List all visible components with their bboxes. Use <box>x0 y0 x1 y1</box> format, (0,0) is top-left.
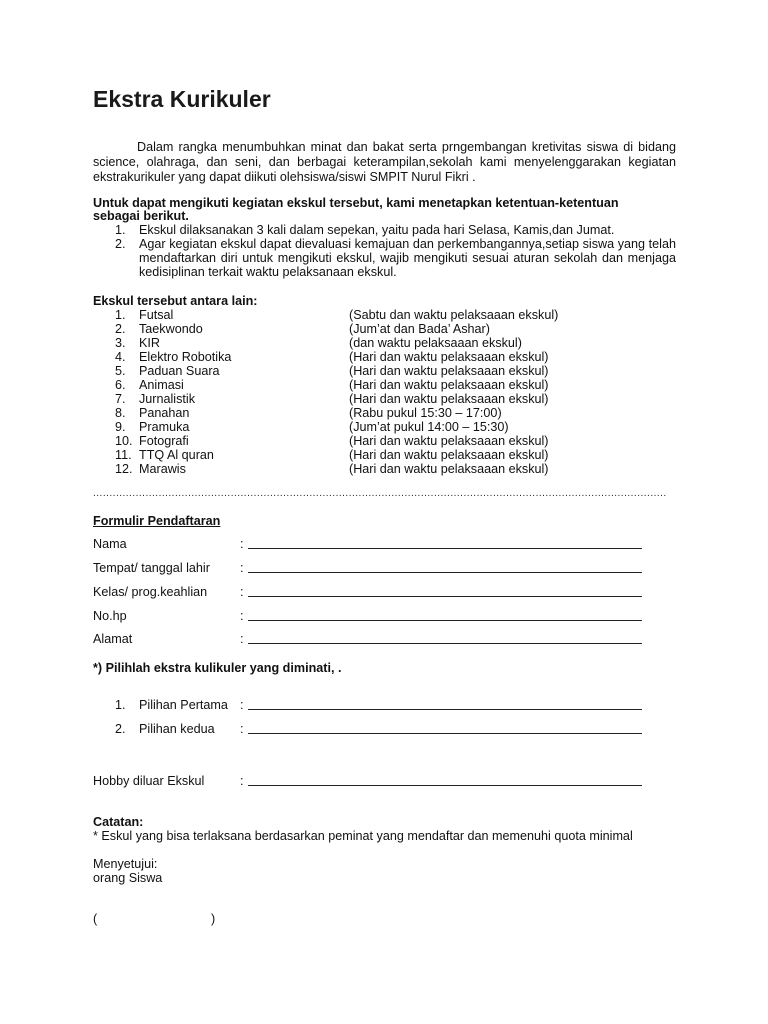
form-row-alamat <box>0 631 768 647</box>
notes-text: * Eskul yang bisa terlaksana berdasarkan peminat yang mendaftar dan memenuhi quota minimal <box>93 829 633 843</box>
form-row-nohp <box>0 608 768 624</box>
field-colon: : <box>240 722 244 736</box>
hobby-input-line[interactable] <box>248 785 642 786</box>
signature-close-paren: ) <box>211 912 216 926</box>
ekskul-number: 5. <box>115 364 126 378</box>
ekskul-name: Panahan <box>139 406 190 420</box>
field-label: No.hp <box>93 609 127 623</box>
ekskul-number: 3. <box>115 336 126 350</box>
ekskul-number: 10. <box>115 434 133 448</box>
rule-number: 1. <box>115 223 126 237</box>
approval-label: Menyetujui: <box>93 857 158 871</box>
field-label: Hobby diluar Ekskul <box>93 774 205 788</box>
ekskul-number: 8. <box>115 406 126 420</box>
ekskul-schedule: (Rabu pukul 15:30 – 17:00) <box>349 406 502 420</box>
pilihan-pertama-input-line[interactable] <box>248 709 642 710</box>
rule-number: 2. <box>115 237 126 251</box>
ekskul-name: Fotografi <box>139 434 189 448</box>
ekskul-number: 7. <box>115 392 126 406</box>
ekskul-number: 12. <box>115 462 133 476</box>
ekskul-schedule: (Jum’at pukul 14:00 – 15:30) <box>349 420 509 434</box>
ekskul-name: Jurnalistik <box>139 392 195 406</box>
choice-row-2 <box>0 721 768 737</box>
field-colon: : <box>240 698 244 712</box>
ekskul-schedule: (Hari dan waktu pelaksaaan ekskul) <box>349 350 549 364</box>
ekskul-item <box>0 322 768 336</box>
ekskul-schedule: (Hari dan waktu pelaksaaan ekskul) <box>349 434 549 448</box>
ekskul-name: Animasi <box>139 378 184 392</box>
intro-paragraph: Dalam rangka menumbuhkan minat dan bakat serta prngembangan kretivitas siswa di bidang science, olahraga, dan seni, dan berbagai keterampilan,sekolah kami menyelenggarakan kegiatan ekstrakurikuler yang dapat diikuti olehsiswa/siswi SMPIT Nurul Fikri . <box>93 140 676 184</box>
ekskul-number: 4. <box>115 350 126 364</box>
ekskul-name: Elektro Robotika <box>139 350 232 364</box>
tempat-tanggal-lahir-input-line[interactable] <box>248 572 642 573</box>
ekskul-number: 2. <box>115 322 126 336</box>
ekskul-schedule: (Hari dan waktu pelaksaaan ekskul) <box>349 364 549 378</box>
ekskul-name: Paduan Suara <box>139 364 220 378</box>
form-row-nama <box>0 536 768 552</box>
choice-prompt: *) Pilihlah ekstra kulikuler yang diminati, . <box>93 661 342 675</box>
ekskul-number: 9. <box>115 420 126 434</box>
ekskul-item <box>0 462 768 476</box>
choice-row-1 <box>0 697 768 713</box>
nohp-input-line[interactable] <box>248 620 642 621</box>
field-colon: : <box>240 632 244 646</box>
field-label: Nama <box>93 537 127 551</box>
ekskul-schedule: (Hari dan waktu pelaksaaan ekskul) <box>349 462 549 476</box>
field-colon: : <box>240 774 244 788</box>
form-row-hobby <box>0 773 768 789</box>
field-colon: : <box>240 561 244 575</box>
ekskul-item <box>0 378 768 392</box>
ekskul-item <box>0 350 768 364</box>
ekskul-item <box>0 434 768 448</box>
ekskul-name: Marawis <box>139 462 186 476</box>
rule-text: Agar kegiatan ekskul dapat dievaluasi kemajuan dan perkembangannya,setiap siswa yang telah mendaftarkan diri untuk mengikuti ekskul, wajib mengikuti sesuai aturan sekolah dan menjaga kedisiplinan terkait waktu pelaksanaan ekskul. <box>139 237 676 279</box>
field-label: Tempat/ tanggal lahir <box>93 561 210 575</box>
ekskul-number: 6. <box>115 378 126 392</box>
ekskul-item <box>0 448 768 462</box>
ekskul-item <box>0 420 768 434</box>
ekskul-item <box>0 364 768 378</box>
ekskul-heading: Ekskul tersebut antara lain: <box>93 294 258 308</box>
choice-number: 1. <box>115 698 126 712</box>
ekskul-schedule: (dan waktu pelaksaaan ekskul) <box>349 336 522 350</box>
form-row-kelas <box>0 584 768 600</box>
ekskul-schedule: (Hari dan waktu pelaksaaan ekskul) <box>349 448 549 462</box>
ekskul-item <box>0 336 768 350</box>
alamat-input-line[interactable] <box>248 643 642 644</box>
ekskul-name: KIR <box>139 336 160 350</box>
choice-label: Pilihan Pertama <box>139 698 228 712</box>
form-row-tempat-tanggal-lahir <box>0 560 768 576</box>
ekskul-schedule: (Hari dan waktu pelaksaaan ekskul) <box>349 392 549 406</box>
ekskul-schedule: (Hari dan waktu pelaksaaan ekskul) <box>349 378 549 392</box>
field-colon: : <box>240 609 244 623</box>
ekskul-schedule: (Sabtu dan waktu pelaksaaan ekskul) <box>349 308 559 322</box>
choice-number: 2. <box>115 722 126 736</box>
rules-heading-line1: Untuk dapat mengikuti kegiatan ekskul tersebut, kami menetapkan ketentuan-ketentuan <box>93 196 619 210</box>
page-title: Ekstra Kurikuler <box>93 86 271 112</box>
ekskul-name: Pramuka <box>139 420 190 434</box>
ekskul-item <box>0 392 768 406</box>
ekskul-name: Taekwondo <box>139 322 203 336</box>
nama-input-line[interactable] <box>248 548 642 549</box>
ekskul-number: 11. <box>115 448 132 462</box>
notes-heading: Catatan: <box>93 815 144 829</box>
signature-open-paren: ( <box>93 912 98 926</box>
choice-label: Pilihan kedua <box>139 722 215 736</box>
field-label: Kelas/ prog.keahlian <box>93 585 208 599</box>
pilihan-kedua-input-line[interactable] <box>248 733 642 734</box>
field-label: Alamat <box>93 632 133 646</box>
ekskul-name: Futsal <box>139 308 174 322</box>
ekskul-item <box>0 406 768 420</box>
ekskul-schedule: (Jum’at dan Bada’ Ashar) <box>349 322 490 336</box>
field-colon: : <box>240 537 244 551</box>
separator-dots: ............................................................................................................................................................................... <box>93 488 667 499</box>
field-colon: : <box>240 585 244 599</box>
kelas-input-line[interactable] <box>248 596 642 597</box>
rule-text: Ekskul dilaksanakan 3 kali dalam sepekan, yaitu pada hari Selasa, Kamis,dan Jumat. <box>139 223 615 237</box>
form-heading: Formulir Pendaftaran <box>93 514 221 528</box>
ekskul-name: TTQ Al quran <box>139 448 214 462</box>
ekskul-item <box>0 308 768 322</box>
approval-role: orang Siswa <box>93 871 163 885</box>
rules-heading-line2: sebagai berikut. <box>93 209 189 223</box>
ekskul-number: 1. <box>115 308 126 322</box>
